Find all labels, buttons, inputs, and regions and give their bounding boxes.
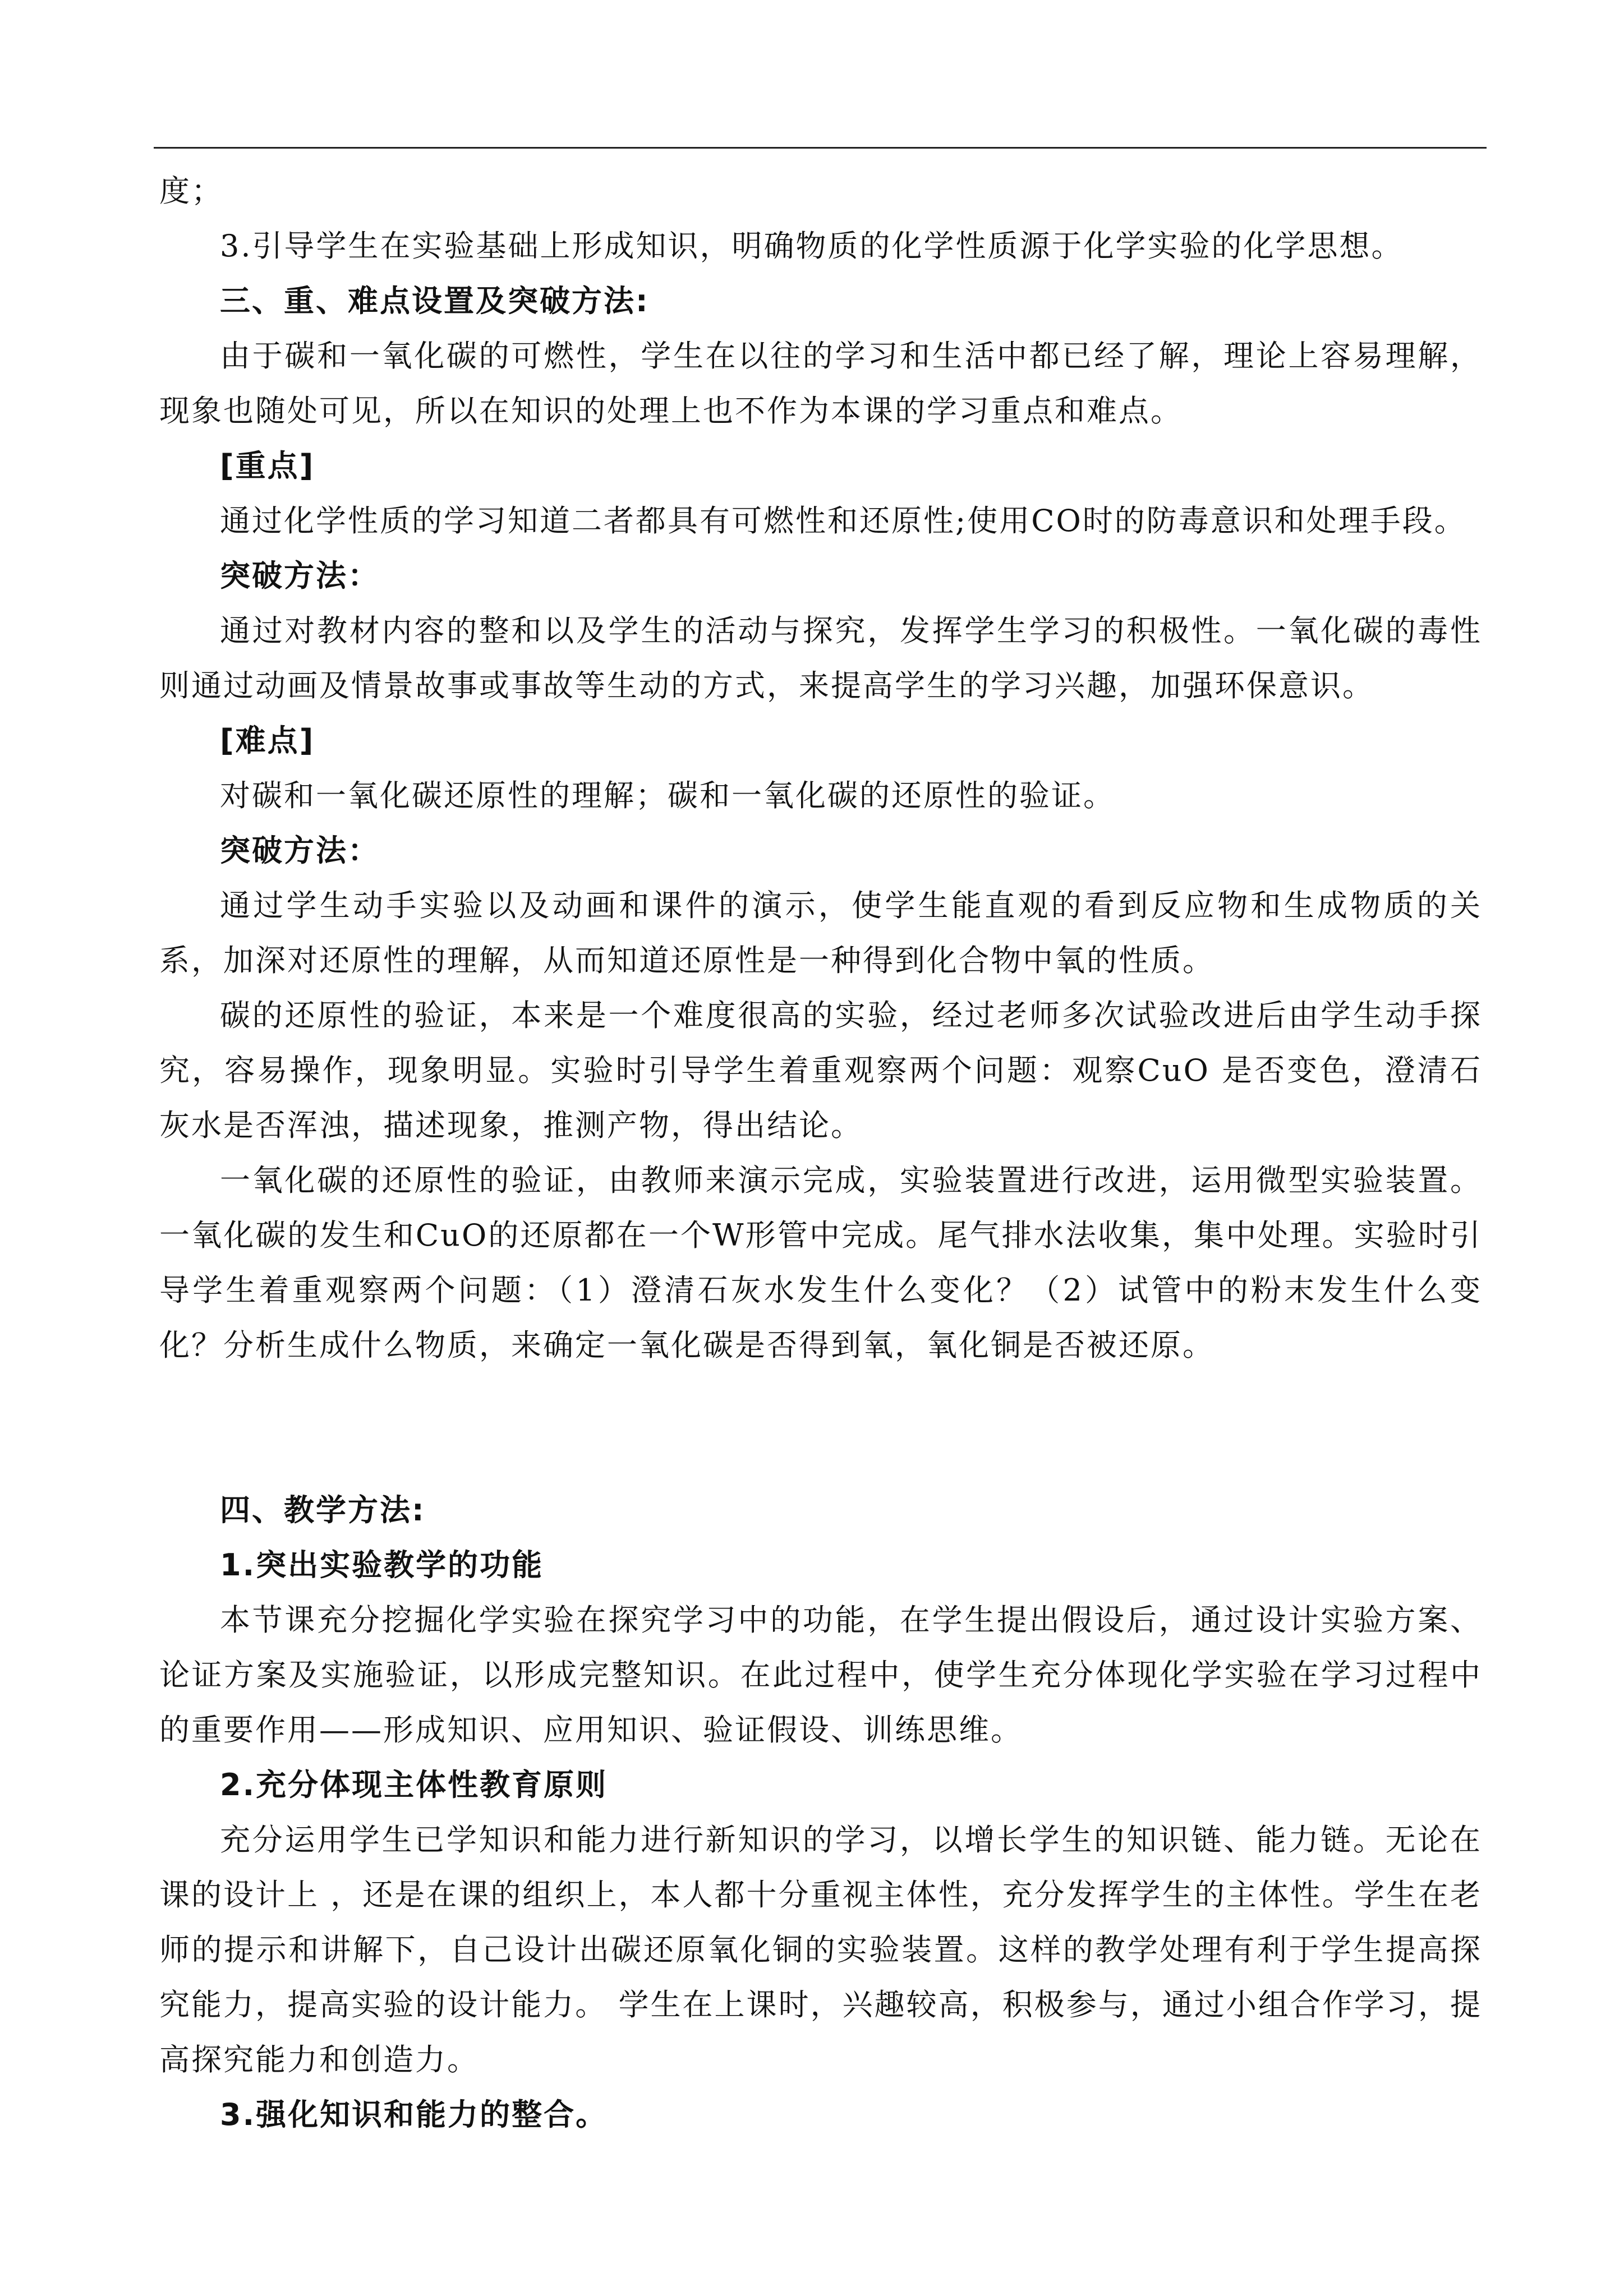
- difficulty-label: [难点]: [220, 723, 315, 758]
- breakthrough-text-2a: 通过学生动手实验以及动画和课件的演示，使学生能直观的看到反应物和生成物质的关系，加深对还原性的理解，从而知道还原性是一种得到化合物中氧的性质。: [159, 888, 1482, 978]
- header-rule: [154, 147, 1487, 149]
- document-body: [159, 164, 1482, 2142]
- section-3-heading: 三、重、难点设置及突破方法:: [220, 283, 650, 319]
- paragraph-continuation: 度；: [159, 173, 223, 209]
- breakthrough-label-2: 突破方法：: [220, 833, 380, 868]
- key-point-text: 通过化学性质的学习知道二者都具有可燃性和还原性;使用CO时的防毒意识和处理手段。: [220, 503, 1466, 538]
- objective-item-3: 3.引导学生在实验基础上形成知识，明确物质的化学性质源于化学实验的化学思想。: [220, 228, 1404, 264]
- method-2-text: 充分运用学生已学知识和能力进行新知识的学习，以增长学生的知识链、能力链。无论在课的设计上 ，还是在课的组织上，本人都十分重视主体性，充分发挥学生的主体性。学生在老师的提示和讲解下，自己设计出碳还原氧化铜的实验装置。这样的教学处理有利于学生提高探究能力，提高实验的设计能力。 学生在上课时，兴趣较高，积极参与，通过小组合作学习，提高探究能力和创造力。: [159, 1822, 1482, 2077]
- breakthrough-text-1: 通过对教材内容的整和以及学生的活动与探究，发挥学生学习的积极性。一氧化碳的毒性则通过动画及情景故事或事故等生动的方式，来提高学生的学习兴趣，加强环保意识。: [159, 613, 1482, 703]
- section-spacer: [159, 1373, 1482, 1483]
- method-3-heading: 3.强化知识和能力的整合。: [220, 2097, 608, 2132]
- breakthrough-text-2c: 一氧化碳的还原性的验证，由教师来演示完成，实验装置进行改进，运用微型实验装置。一氧化碳的发生和CuO的还原都在一个W形管中完成。尾气排水法收集，集中处理。实验时引导学生着重观察两个问题：（1）澄清石灰水发生什么变化？（2）试管中的粉末发生什么变化？分析生成什么物质，来确定一氧化碳是否得到氧，氧化铜是否被还原。: [159, 1163, 1482, 1363]
- breakthrough-text-2b: 碳的还原性的验证，本来是一个难度很高的实验，经过老师多次试验改进后由学生动手探究，容易操作，现象明显。实验时引导学生着重观察两个问题：观察CuO 是否变色，澄清石灰水是否浑浊，描述现象，推测产物，得出结论。: [159, 998, 1482, 1143]
- breakthrough-label-1: 突破方法：: [220, 558, 380, 593]
- method-1-text: 本节课充分挖掘化学实验在探究学习中的功能，在学生提出假设后，通过设计实验方案、论证方案及实施验证，以形成完整知识。在此过程中，使学生充分体现化学实验在学习过程中的重要作用——形成知识、应用知识、验证假设、训练思维。: [159, 1602, 1482, 1748]
- section-4-heading: 四、教学方法:: [220, 1492, 426, 1528]
- key-point-label: [重点]: [220, 448, 315, 483]
- difficulty-text: 对碳和一氧化碳还原性的理解；碳和一氧化碳的还原性的验证。: [220, 778, 1115, 813]
- method-2-heading: 2.充分体现主体性教育原则: [220, 1767, 608, 1802]
- method-1-heading: 1.突出实验教学的功能: [220, 1547, 544, 1583]
- section-3-intro: 由于碳和一氧化碳的可燃性，学生在以往的学习和生活中都已经了解，理论上容易理解，现象也随处可见，所以在知识的处理上也不作为本课的学习重点和难点。: [159, 338, 1482, 428]
